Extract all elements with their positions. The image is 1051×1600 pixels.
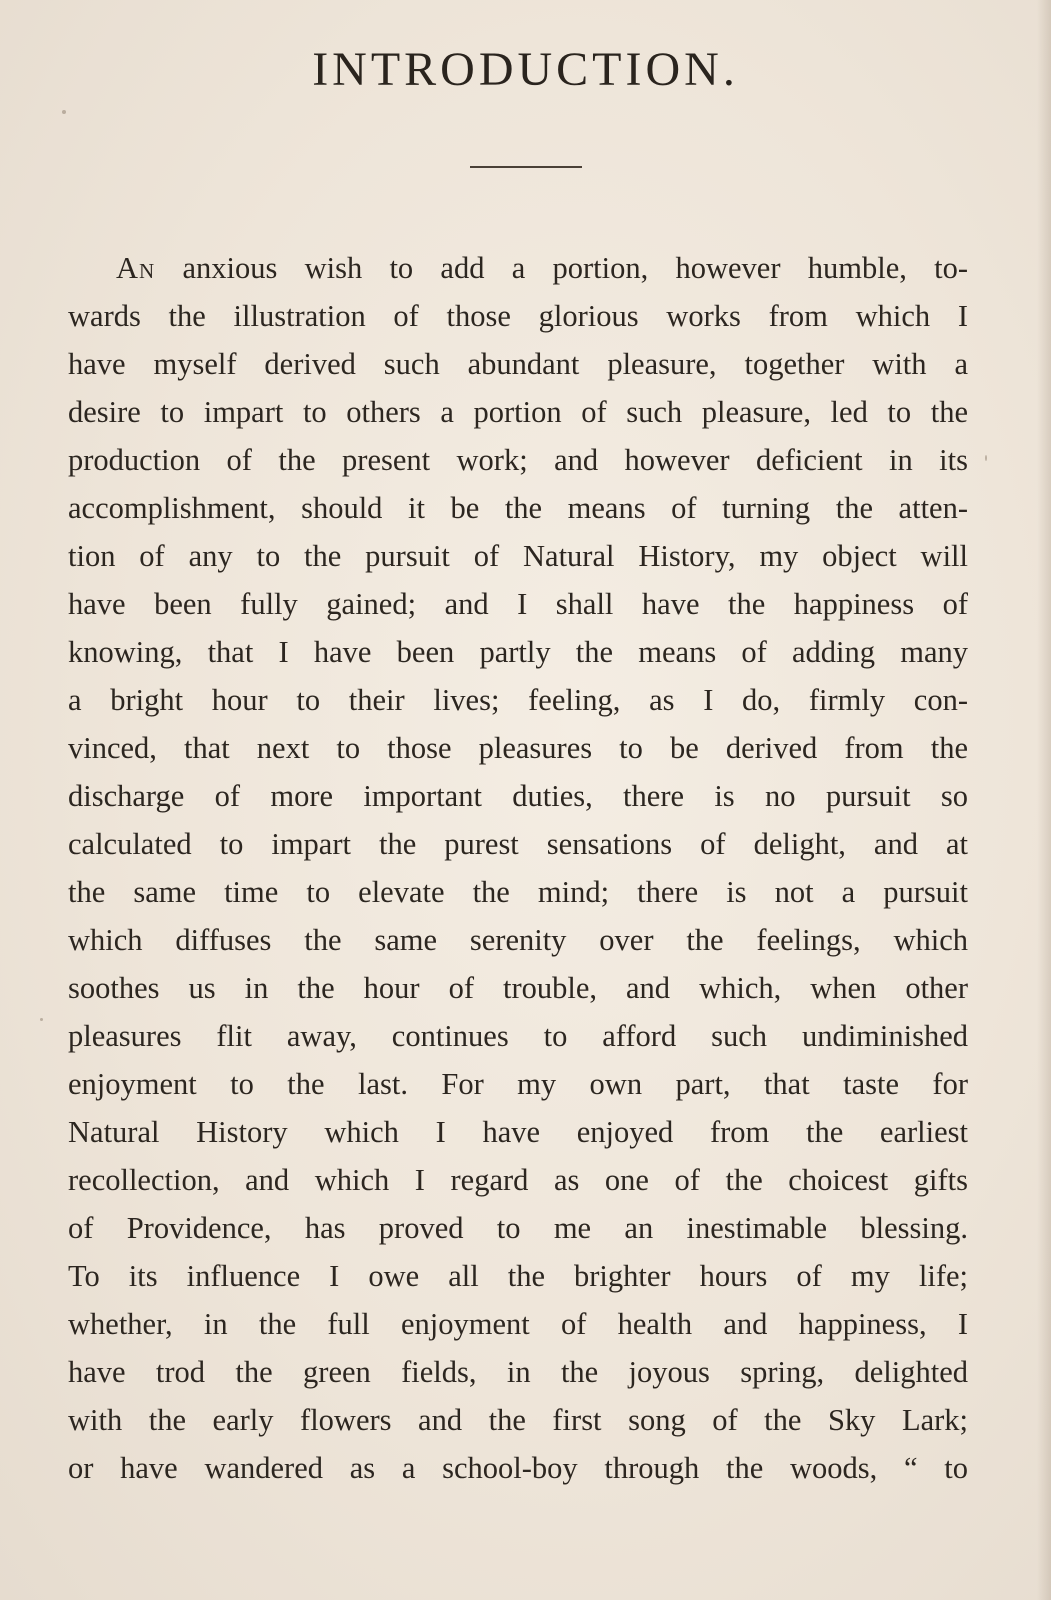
paper-speck (40, 1018, 43, 1021)
text-line: have been fully gained; and I shall have the happiness of (68, 587, 968, 621)
text-line: vinced, that next to those pleasures to be derived from the (68, 731, 968, 765)
chapter-title: INTRODUCTION. (312, 43, 739, 96)
text-line-rest: anxious wish to add a portion, however humble, to- (155, 251, 968, 285)
opening-word: An (116, 251, 156, 285)
text-line: desire to impart to others a portion of such pleasure, led to the (68, 395, 968, 429)
text-line: have trod the green fields, in the joyous spring, delighted (68, 1355, 968, 1389)
page-edge-shadow (1037, 0, 1051, 1600)
body-text (68, 244, 968, 1492)
text-line: or have wandered as a school-boy through the woods, “ to (68, 1451, 968, 1485)
text-line: soothes us in the hour of trouble, and which, when other (68, 971, 968, 1005)
text-line: To its influence I owe all the brighter hours of my life; (68, 1259, 968, 1293)
text-line: discharge of more important duties, there is no pursuit so (68, 779, 968, 813)
text-line: whether, in the full enjoyment of health and happiness, I (68, 1307, 968, 1341)
paper-speck (985, 455, 987, 461)
text-line: a bright hour to their lives; feeling, as I do, firmly con- (68, 683, 968, 717)
text-line: recollection, and which I regard as one of the choicest gifts (68, 1163, 968, 1197)
text-line: of Providence, has proved to me an inestimable blessing. (68, 1211, 968, 1245)
text-line: knowing, that I have been partly the means of adding many (68, 635, 968, 669)
text-line: tion of any to the pursuit of Natural History, my object will (68, 539, 968, 573)
text-line: wards the illustration of those glorious works from which I (68, 299, 968, 333)
paper-speck (62, 110, 66, 114)
text-line: pleasures flit away, continues to afford such undiminished (68, 1019, 968, 1053)
text-line: with the early flowers and the first song of the Sky Lark; (68, 1403, 968, 1437)
text-line: production of the present work; and however deficient in its (68, 443, 968, 477)
text-line: calculated to impart the purest sensations of delight, and at (68, 827, 968, 861)
text-line: accomplishment, should it be the means of turning the atten- (68, 491, 968, 525)
title-rule (470, 166, 582, 168)
text-line: which diffuses the same serenity over the feelings, which (68, 923, 968, 957)
text-line (68, 244, 968, 292)
text-line: have myself derived such abundant pleasure, together with a (68, 347, 968, 381)
text-line: Natural History which I have enjoyed from the earliest (68, 1115, 968, 1149)
text-line: the same time to elevate the mind; there is not a pursuit (68, 875, 968, 909)
text-line: enjoyment to the last. For my own part, that taste for (68, 1067, 968, 1101)
